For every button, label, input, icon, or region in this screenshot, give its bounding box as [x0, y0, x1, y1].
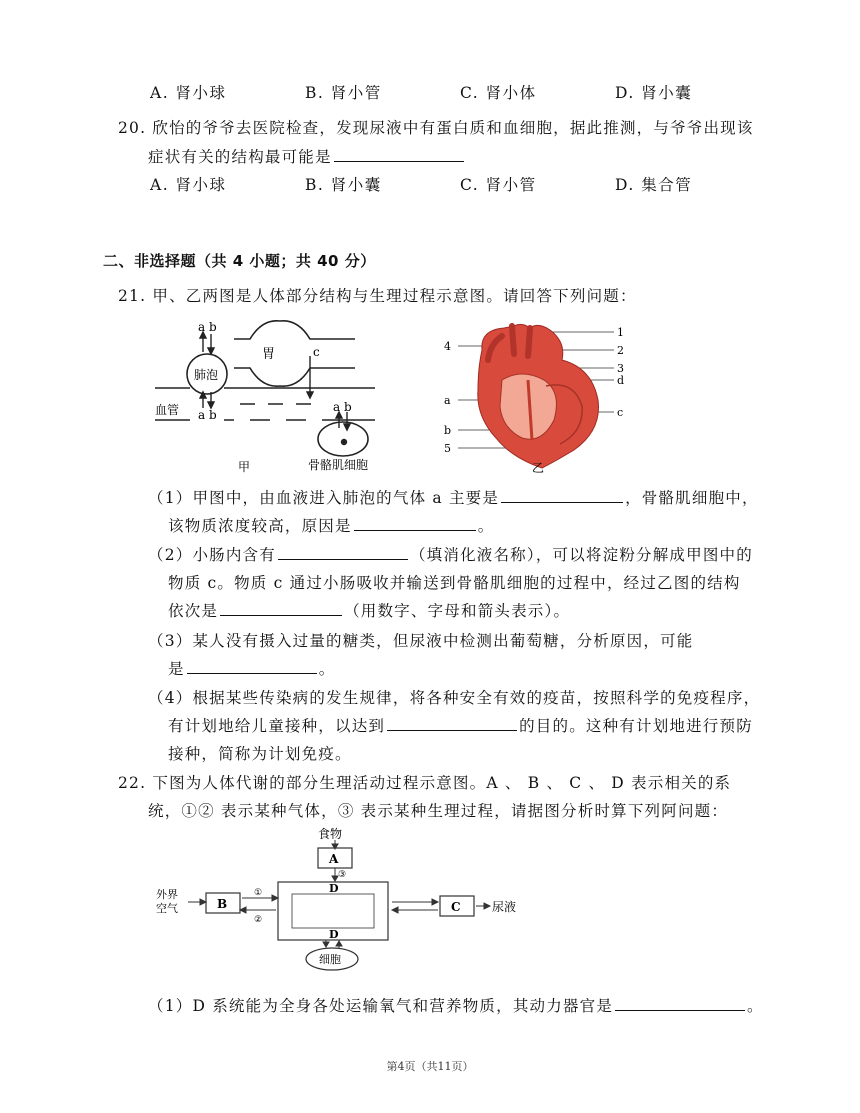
q21-p1-blank1[interactable]: [501, 486, 623, 503]
q21-p2-line3: 依次是 （用数字、字母和箭头表示）。: [168, 599, 570, 621]
q20-option-a: A. 肾小球: [150, 176, 227, 194]
yi-label-4: 4: [444, 340, 451, 353]
q21-p1-blank2[interactable]: [354, 514, 476, 531]
section2-title: 二、非选择题（共 4 小题；共 40 分）: [103, 252, 376, 270]
q21-p4-line1: （4）根据某些传染病的发生规律，将各种安全有效的疫苗，按照科学的免疫程序，: [148, 689, 761, 707]
fig22-food: 食物: [318, 827, 343, 841]
fig22-box-b: B: [217, 897, 228, 911]
yi-label-d: d: [617, 374, 625, 387]
figure-jia: [150, 316, 390, 476]
jia-alveolus-label: 肺泡: [194, 368, 219, 382]
q21-p2-blank1[interactable]: [278, 543, 408, 560]
q22-p1: （1）D 系统能为全身各处运输氧气和营养物质，其动力器官是 。: [148, 994, 764, 1016]
q22-stem-line2: 统，①② 表示某种气体，③ 表示某种生理过程，请据图分析时算下列阿问题：: [148, 802, 729, 820]
jia-muscle-cell-label: 骨骼肌细胞: [308, 458, 369, 472]
yi-label-a: a: [444, 394, 451, 407]
q21-p4-line3: 接种，简称为计划免疫。: [168, 745, 352, 763]
q21-p3-line2: 是 。: [168, 657, 335, 679]
fig22-cell: 细胞: [319, 953, 341, 966]
q21-p2-line2: 物质 c。物质 c 通过小肠吸收并输送到骨骼肌细胞的过程中，经过乙图的结构: [168, 574, 741, 592]
q20-stem-line1: 20. 欣怡的爷爷去医院检查，发现尿液中有蛋白质和血细胞，据此推测，与爷爷出现该: [118, 119, 754, 137]
q22-stem-line1: 22. 下图为人体代谢的部分生理活动过程示意图。A 、 B 、 C 、 D 表示相关的系: [118, 774, 732, 792]
q20-option-c: C. 肾小管: [460, 176, 537, 194]
fig22-circ3: ③: [338, 870, 347, 880]
q21-p2-blank2[interactable]: [220, 599, 342, 616]
figure-metabolism: [150, 826, 540, 976]
q20-answer-blank[interactable]: [334, 145, 464, 162]
q19-option-c: C. 肾小体: [460, 84, 537, 102]
yi-label-c: c: [617, 406, 624, 419]
fig22-d-bottom: D: [329, 928, 339, 941]
q20-option-b: B. 肾小囊: [305, 176, 382, 194]
fig22-d-top: D: [329, 882, 339, 895]
q21-p3-blank[interactable]: [187, 657, 317, 674]
jia-ab-right: a b: [333, 400, 352, 414]
yi-label-b: b: [444, 424, 452, 437]
fig22-box-c: C: [451, 900, 461, 914]
jia-c-label: c: [313, 345, 320, 359]
q20-stem-line2: 症状有关的结构最可能是: [148, 145, 466, 167]
jia-caption: 甲: [238, 460, 251, 474]
q21-p1-line2: 该物质浓度较高，原因是 。: [168, 514, 494, 536]
fig22-box-a: A: [329, 852, 339, 866]
q21-p4-line2: 有计划地给儿童接种，以达到 的目的。这种有计划地进行预防: [168, 714, 753, 736]
q21-p3-line1: （3）某人没有摄入过量的糖类，但尿液中检测出葡萄糖，分析原因，可能: [148, 632, 694, 650]
jia-ab-top: a b: [198, 320, 217, 334]
fig22-outside-air-1: 外界: [156, 888, 178, 901]
yi-label-2: 2: [617, 344, 624, 357]
q19-option-a: A. 肾小球: [150, 84, 227, 102]
yi-label-5: 5: [444, 442, 451, 455]
q21-p2-line1: （2）小肠内含有 （填消化液名称），可以将淀粉分解成甲图中的: [148, 543, 753, 565]
yi-label-3: 3: [617, 362, 624, 375]
fig22-circ1: ①: [254, 888, 263, 898]
q22-p1-blank[interactable]: [615, 994, 745, 1011]
q21-stem: 21. 甲、乙两图是人体部分结构与生理过程示意图。请回答下列问题：: [118, 287, 637, 305]
jia-vessel-label: 血管: [155, 403, 180, 417]
q19-option-d: D. 肾小囊: [615, 84, 693, 102]
q19-option-b: B. 肾小管: [305, 84, 382, 102]
fig22-urine: 尿液: [492, 900, 517, 914]
q20-option-d: D. 集合管: [615, 176, 693, 194]
jia-ab-bottom: a b: [198, 408, 217, 422]
yi-label-1: 1: [617, 326, 624, 339]
q21-p4-blank[interactable]: [387, 714, 517, 731]
q21-p1-line1: （1）甲图中，由血液进入肺泡的气体 a 主要是 ，骨骼肌细胞中，: [148, 486, 759, 508]
fig22-outside-air-2: 空气: [156, 902, 178, 915]
jia-stomach-label: 胃: [262, 347, 276, 362]
yi-caption: 乙: [532, 461, 545, 475]
fig22-circ2: ②: [254, 915, 263, 925]
page-footer: 第4页（共11页）: [386, 1060, 474, 1073]
figure-yi-heart: [442, 320, 642, 480]
